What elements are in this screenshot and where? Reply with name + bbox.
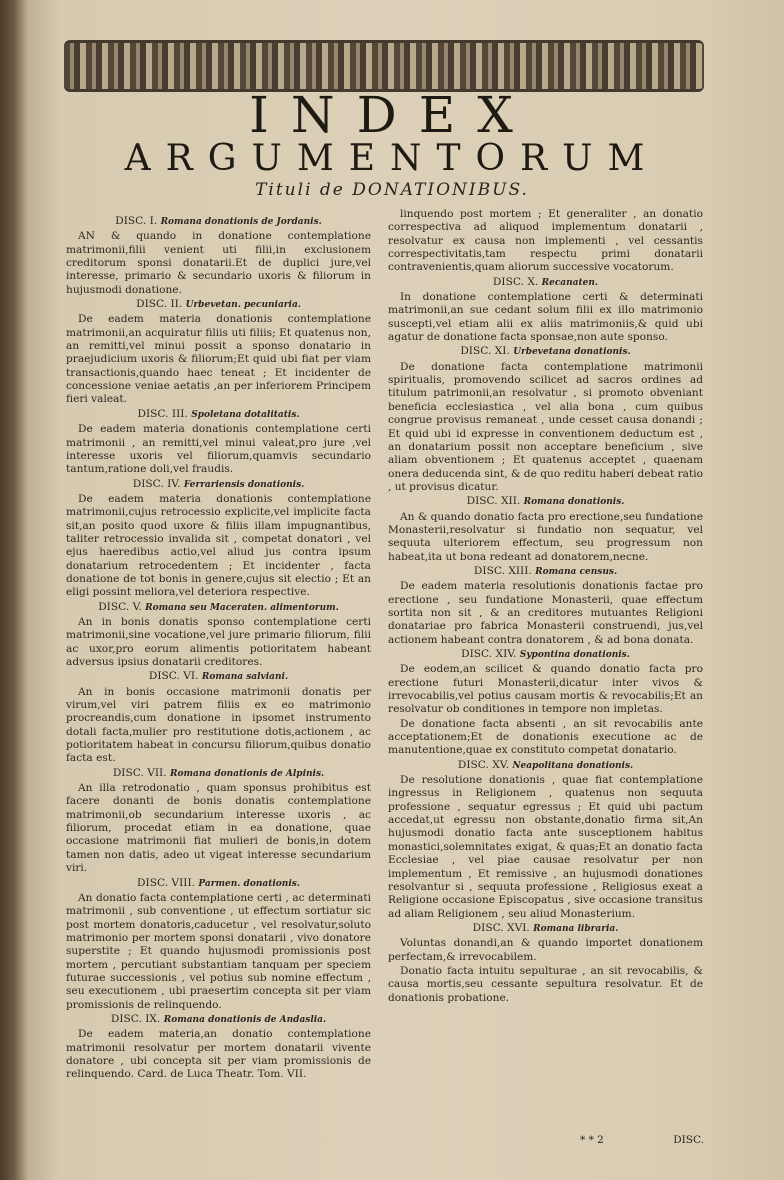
disc-heading xyxy=(388,276,703,290)
argument-paragraph: An in bonis donatis sponso contemplatione certi matrimonii,sine vocatione,vel jure primario filiorum, filii ac uxor,pro eorum alimentis potioritatem habeant adversus ipsius donatarii creditores. xyxy=(66,615,371,668)
argument-paragraph: An illa retrodonatio , quam sponsus prohibitus est facere donanti de bonis donatis contemplatione matrimonii,ob secundarium interesse uxoris , ac filiorum, procedat etiam in ea donatione, quae occasione matrimonii fiat mulieri de bonis,in dotem tamen non datis, adeo ut vigeat interesse secundarium viri. xyxy=(66,782,371,875)
argument-paragraph: De resolutione donationis , quae fiat contemplatione ingressus in Religionem , quatenus non sequuta professione , sequatur egressus ; Et quid ubi pactum accedat,ut egressu non obstante,donatio firma sit,An hujusmodi donatio facta ante susceptionem habitus monastici,solemnitates exigat, & quas;Et an donatio facta Ecclesiae , vel piae causae resolvatur per non implementum , Et remissive , an hujusmodi donationes resolvantur si , sequuta professione , Religiosus exeat a Religione occasione Episcopatus , sive occasione transitus ad aliam Religionem , seu aliud Monasterium. xyxy=(388,774,703,920)
ornamental-headband xyxy=(64,40,704,92)
argument-paragraph: Voluntas donandi,an & quando importet donationem perfectam,& irrevocabilem. xyxy=(388,937,703,963)
argument-paragraph: An & quando donatio facta pro erectione,seu fundatione Monasterii,resolvatur si fundatio non sequatur, vel sequuta ulteriorem effectum, seu progressum non habeat,ita ut bona redeant ad donatorem,necne. xyxy=(388,510,703,563)
disc-heading xyxy=(66,298,371,312)
argument-paragraph: An donatio facta contemplatione certi , ac determinati matrimonii , sub conventione , ut effectum sortiatur sic post mortem donatoris,caducetur , vel resolvatur,soluto matrimonio per mortem sponsi donatarii , vivo donatore superstite ; Et quando hujusmodi promissionis post mortem , percutiant substantiam tanquam per speciem futurae successionis , vel potius sub nomine effectum , seu executionem , ubi praesertim concepta sit per viam promissionis de relinquendo. xyxy=(66,891,371,1011)
tituli-subtitle: Tituli de DONATIONIBUS. xyxy=(255,180,529,200)
disc-number: DISC. XII. xyxy=(466,495,521,508)
argument-paragraph: De donatione facta contemplatione matrimonii spiritualis, promovendo scilicet ad sacros ordines ad titulum patrimonii,an resolvatur , si promoto obveniant beneficia ecclesiastica , vel alia bona , cum quibus congrue provisus remaneat , unde cesset causa donandi ; Et quid ubi id expresse in conventionem deductum est , an donatarium possit non acceptare beneficium , sive aliam obventionem ; Et quatenus acceptet , quaenam onera deducenda sint, & de quo reditu haberi debeat ratio , ut provisus dicatur. xyxy=(388,360,703,493)
disc-number: DISC. XIV. xyxy=(461,648,517,660)
disc-heading xyxy=(66,478,371,492)
disc-number: DISC. IV. xyxy=(132,477,181,490)
disc-number: DISC. VII. xyxy=(112,766,167,779)
disc-number: DISC. IX. xyxy=(110,1012,161,1025)
disc-title: Romana donationis de Andaslia. xyxy=(163,1014,327,1025)
disc-title: Neapolitana donationis. xyxy=(512,760,634,771)
disc-heading xyxy=(388,648,703,662)
disc-number: DISC. I. xyxy=(115,215,158,227)
disc-number: DISC. XV. xyxy=(457,758,509,771)
page-footer xyxy=(580,1134,704,1146)
disc-number: DISC. VI. xyxy=(148,670,199,683)
disc-title: Romana salviani. xyxy=(201,672,289,683)
argument-paragraph: In donatione contemplatione certi & determinati matrimonii,an sue cedant solum filii ex illo matrimonio suscepti,vel etiam alii ex aliis matrimoniis,& quid ubi agatur de donatione facta sponsae,non aute sponso. xyxy=(388,291,703,344)
left-column xyxy=(66,214,371,1083)
disc-number: DISC. V. xyxy=(98,600,142,613)
right-column xyxy=(388,208,703,1006)
argument-paragraph: De eadem materia donationis contemplatione matrimonii,an acquiratur filiis uti filiis; Et quatenus non, an remitti,vel minui possit a sponso donatario in praejudicium uxoris & filiorum;Et quid ubi fiat per viam transactionis,quando haec teneat ; Et incidenter de concessione veniae aetatis ,an per inferiorem Principem fieri valeat. xyxy=(66,313,371,406)
disc-title: Parmen. donationis. xyxy=(198,878,300,889)
disc-heading xyxy=(66,877,371,891)
disc-heading xyxy=(66,1013,371,1027)
disc-heading xyxy=(66,408,371,422)
argument-paragraph: De eodem,an scilicet & quando donatio facta pro erectione futuri Monasterii,dicatur inter vivos & irrevocabilis,vel potius causam mortis & revocabilis;Et an resolvatur ob conditiones in tempore non impletas. xyxy=(388,663,703,716)
disc-number: DISC. VIII. xyxy=(137,876,196,889)
disc-heading xyxy=(388,495,703,509)
disc-heading xyxy=(388,759,703,773)
disc-title: Romana census. xyxy=(535,566,618,577)
disc-title: Romana donationis de Alpinis. xyxy=(169,768,325,779)
disc-number: DISC. X. xyxy=(492,275,539,288)
argument-paragraph: De eadem materia donationis contemplatione matrimonii,cujus retrocessio explicite,vel implicite facta sit,an posito quod uxore & filiis illam impugnantibus, taliter retrocessio invalida sit , competat donatori , vel ejus haeredibus actio,vel aliud jus contra ipsum donatarium retrocedentem ; Et incidenter , facta donatione de tot bonis in genere,cujus sit electio ; Et an eligi possint meliora,vel deteriora respective. xyxy=(66,492,371,599)
disc-number: DISC. III. xyxy=(137,407,188,420)
disc-title: Romana donationis. xyxy=(523,497,625,508)
disc-heading xyxy=(66,670,371,684)
disc-heading xyxy=(388,922,703,936)
index-title: INDEX xyxy=(249,86,535,144)
disc-number: DISC. XIII. xyxy=(473,564,532,577)
catchword: DISC. xyxy=(673,1134,704,1146)
argument-paragraph: De donatione facta absenti , an sit revocabilis ante acceptationem;Et de donationis executione ac de manutentione,quae ex constituto competat donatario. xyxy=(388,717,703,757)
disc-number: DISC. XVI. xyxy=(472,921,530,934)
disc-title: Sypontina donationis. xyxy=(519,650,630,660)
disc-title: Romana donationis de Jordanis. xyxy=(160,217,322,227)
disc-heading xyxy=(66,601,371,615)
disc-heading xyxy=(66,767,371,781)
disc-title: Recanaten. xyxy=(541,277,599,288)
disc-title: Ferrariensis donationis. xyxy=(183,479,305,490)
disc-title: Urbevetan. pecuniaria. xyxy=(185,300,301,311)
argument-paragraph: AN & quando in donatione contemplatione matrimonii,filii venient uti filii,in exclusionem creditorum sponsi donatarii.Et de duplici jure,vel interesse, primario & secundario uxoris & filiorum in hujusmodi donatione. xyxy=(66,230,371,296)
disc-title: Romana libraria. xyxy=(533,923,619,934)
signature-mark: * * 2 xyxy=(580,1134,604,1146)
disc-number: DISC. XI. xyxy=(460,345,510,358)
argument-paragraph: De eadem materia resolutionis donationis factae pro erectione , seu fundatione Monasterii, quae effectum sortita non sit , & an creditores mutuantes Religioni donatariae pro fabrica Monasterii construendi, jus,vel actionem habeant contra donatorem , & ad bona donata. xyxy=(388,580,703,646)
disc-heading xyxy=(388,345,703,359)
argument-paragraph: De eadem materia,an donatio contemplatione matrimonii resolvatur per mortem donatarii vivente donatore , ubi concepta sit per viam promissionis de relinquendo. Card. de Luca Theatr. Tom. VII. xyxy=(66,1028,371,1081)
argument-paragraph: De eadem materia donationis contemplatione certi matrimonii , an remitti,vel minui valeat,pro jure ,vel interesse uxoris vel filiorum,quamvis secundario tantum,ratione doli,vel fraudis. xyxy=(66,423,371,476)
argument-paragraph: linquendo post mortem ; Et generaliter , an donatio correspectiva ad aliquod implementum donatarii , resolvatur ex causa non implementi , vel cessantis correspectivitatis,tam respectu primi donatarii contravenientis,quam aliorum successive vocatorum. xyxy=(388,208,703,274)
disc-title: Urbevetana donationis. xyxy=(513,347,631,358)
disc-title: Romana seu Maceraten. alimentorum. xyxy=(145,602,339,613)
disc-heading xyxy=(388,565,703,579)
disc-title: Spoletana dotalitatis. xyxy=(191,409,300,420)
argumentorum-title: ARGUMENTORUM xyxy=(124,138,660,179)
disc-number: DISC. II. xyxy=(136,298,183,311)
argument-paragraph: Donatio facta intuitu sepulturae , an sit revocabilis, & causa mortis,seu cessante sepultura resolvatur. Et de donationis probatione. xyxy=(388,964,703,1004)
argument-paragraph: An in bonis occasione matrimonii donatis per virum,vel viri patrem filiis ex eo matrimonio procreandis,cum donatione in ipsomet instrumento dotali facta,mulier pro restitutione dotis,actionem , ac potioritatem habeat in concursu filiorum,quibus donatio facta est. xyxy=(66,685,371,765)
disc-heading xyxy=(66,215,371,229)
